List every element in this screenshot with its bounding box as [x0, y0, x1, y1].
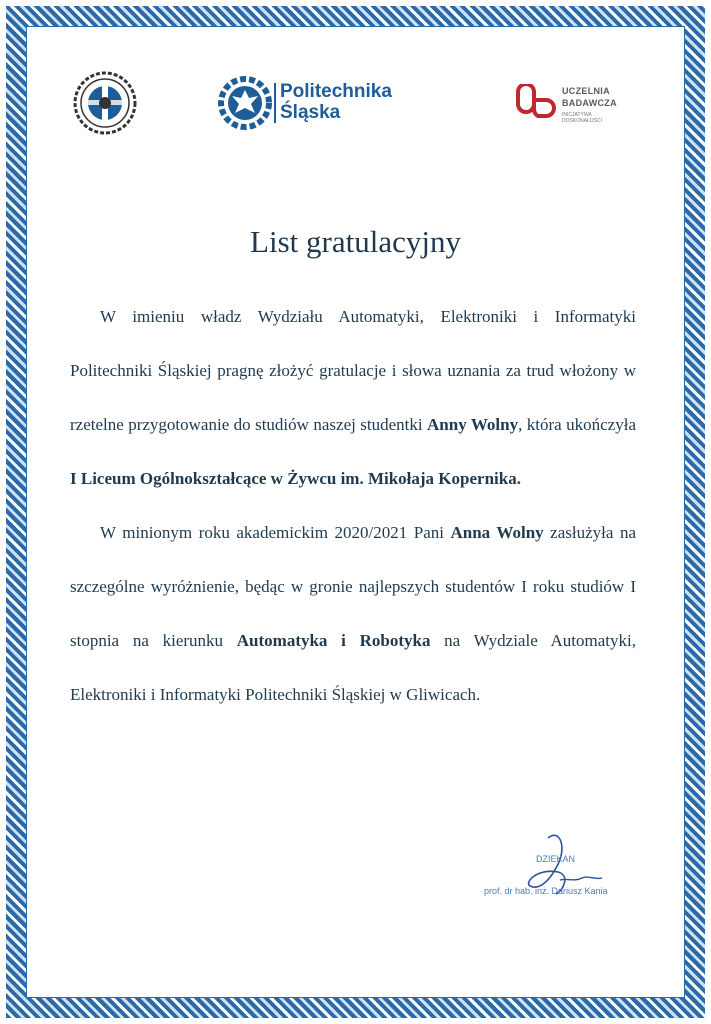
signature-block	[478, 828, 638, 908]
badawcza-word: BADAWCZA	[562, 98, 617, 108]
p1-text-2: , która ukończyła	[518, 415, 636, 434]
logo-header	[0, 70, 711, 140]
p1-text-1: W imieniu władz Wydziału Automatyki, Elektroniki i Informatyki Politechniki Śląskiej pragnę złożyć gratulacje i słowa uznania za trud włożony w rzetelne przygotowanie do studiów naszej studentki	[70, 307, 636, 434]
letter-body	[70, 290, 636, 722]
paragraph-1	[70, 290, 636, 506]
slaska-word: Śląska	[280, 102, 341, 123]
signature-role: DZIEKAN	[536, 854, 576, 864]
student-name-2: Anna Wolny	[450, 523, 544, 542]
uczelnia-word: UCZELNIA	[562, 86, 610, 96]
student-name: Anny Wolny	[427, 415, 519, 434]
politechnika-slaska-logo	[218, 76, 418, 130]
p2-text-2: zasłużyła na szczególne wyróżnienie, będąc w gronie najlepszych studentów I roku studiów I stopnia na kierunku	[70, 523, 637, 650]
p2-text-1: W minionym roku akademickim 2020/2021 Pani	[100, 523, 451, 542]
school-name: I Liceum Ogólnokształcące w Żywcu im. Mikołaja Kopernika.	[70, 469, 521, 488]
p2-text-3: na Wydziale Automatyki, Elektroniki i Informatyki Politechniki Śląskiej w Gliwicach.	[70, 631, 636, 704]
major-name: Automatyka i Robotyka	[236, 631, 431, 650]
faculty-emblem-icon	[72, 70, 138, 136]
letter-title: List gratulacyjny	[250, 224, 461, 259]
politechnika-word: Politechnika	[280, 81, 392, 102]
ub-mark-icon	[514, 84, 558, 128]
signature-name: prof. dr hab. inż. Dariusz Kania	[484, 886, 608, 896]
eagle-gear-icon	[218, 76, 272, 130]
inicjatywa-caption: INICJATYWA DOSKONAŁOŚCI	[562, 112, 603, 124]
uczelnia-badawcza-logo	[514, 84, 624, 128]
logo-divider	[273, 83, 277, 123]
paragraph-2	[70, 506, 636, 722]
